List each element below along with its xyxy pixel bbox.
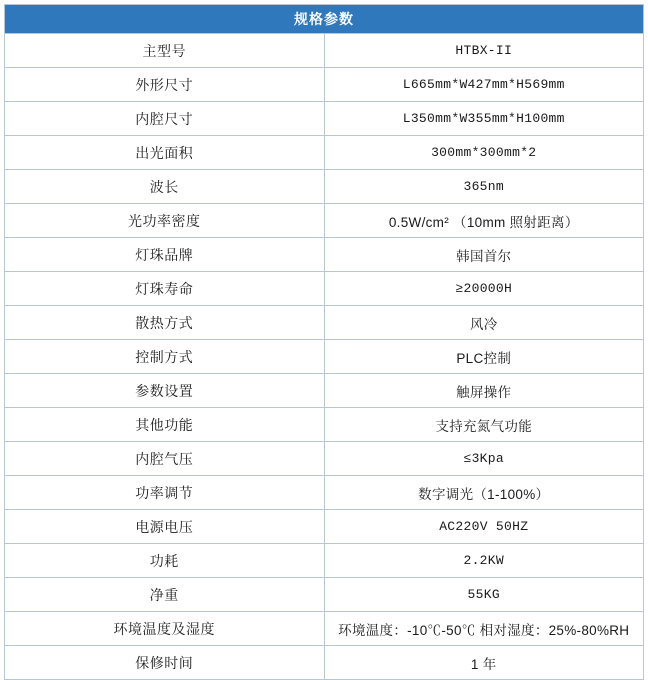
table-row	[5, 510, 644, 544]
table-row	[5, 340, 644, 374]
spec-value: L350mm*W355mm*H100mm	[324, 102, 644, 136]
spec-label: 光功率密度	[5, 204, 325, 238]
table-row	[5, 442, 644, 476]
table-row	[5, 612, 644, 646]
spec-value: 2.2KW	[324, 544, 644, 578]
table-row	[5, 238, 644, 272]
spec-label: 波长	[5, 170, 325, 204]
table-body	[5, 34, 644, 680]
spec-value: ≥20000H	[324, 272, 644, 306]
spec-value: 数字调光（1-100%）	[324, 476, 644, 510]
spec-label: 内腔气压	[5, 442, 325, 476]
table-row	[5, 476, 644, 510]
spec-value: 环境温度：-10℃-50℃ 相对湿度：25%-80%RH	[324, 612, 644, 646]
spec-value: 55KG	[324, 578, 644, 612]
spec-label: 外形尺寸	[5, 68, 325, 102]
spec-label: 主型号	[5, 34, 325, 68]
spec-value: 365nm	[324, 170, 644, 204]
table-header	[5, 5, 644, 34]
table-row	[5, 204, 644, 238]
spec-label: 电源电压	[5, 510, 325, 544]
table-row	[5, 272, 644, 306]
table-title-row	[5, 5, 644, 34]
spec-value: 支持充氮气功能	[324, 408, 644, 442]
table-row	[5, 374, 644, 408]
table-row	[5, 408, 644, 442]
spec-value: 0.5W/cm² （10mm 照射距离）	[324, 204, 644, 238]
table-row	[5, 136, 644, 170]
table-row	[5, 102, 644, 136]
spec-label: 功率调节	[5, 476, 325, 510]
spec-label: 出光面积	[5, 136, 325, 170]
table-title: 规格参数	[5, 5, 644, 34]
table-row	[5, 170, 644, 204]
spec-label: 其他功能	[5, 408, 325, 442]
spec-label: 散热方式	[5, 306, 325, 340]
table-row	[5, 68, 644, 102]
table-row	[5, 34, 644, 68]
table-row	[5, 544, 644, 578]
spec-value: PLC控制	[324, 340, 644, 374]
table-row	[5, 578, 644, 612]
spec-value: 风冷	[324, 306, 644, 340]
spec-label: 灯珠寿命	[5, 272, 325, 306]
spec-label: 内腔尺寸	[5, 102, 325, 136]
spec-label: 净重	[5, 578, 325, 612]
spec-value: 300mm*300mm*2	[324, 136, 644, 170]
spec-value: 1 年	[324, 646, 644, 680]
spec-value: 韩国首尔	[324, 238, 644, 272]
spec-label: 功耗	[5, 544, 325, 578]
table-row	[5, 306, 644, 340]
spec-label: 灯珠品牌	[5, 238, 325, 272]
specification-table	[4, 4, 644, 680]
spec-value: 触屏操作	[324, 374, 644, 408]
spec-value: ≤3Kpa	[324, 442, 644, 476]
table-row	[5, 646, 644, 680]
spec-label: 环境温度及湿度	[5, 612, 325, 646]
spec-label: 控制方式	[5, 340, 325, 374]
spec-label: 参数设置	[5, 374, 325, 408]
spec-label: 保修时间	[5, 646, 325, 680]
spec-value: L665mm*W427mm*H569mm	[324, 68, 644, 102]
spec-value: HTBX-II	[324, 34, 644, 68]
spec-value: AC220V 50HZ	[324, 510, 644, 544]
